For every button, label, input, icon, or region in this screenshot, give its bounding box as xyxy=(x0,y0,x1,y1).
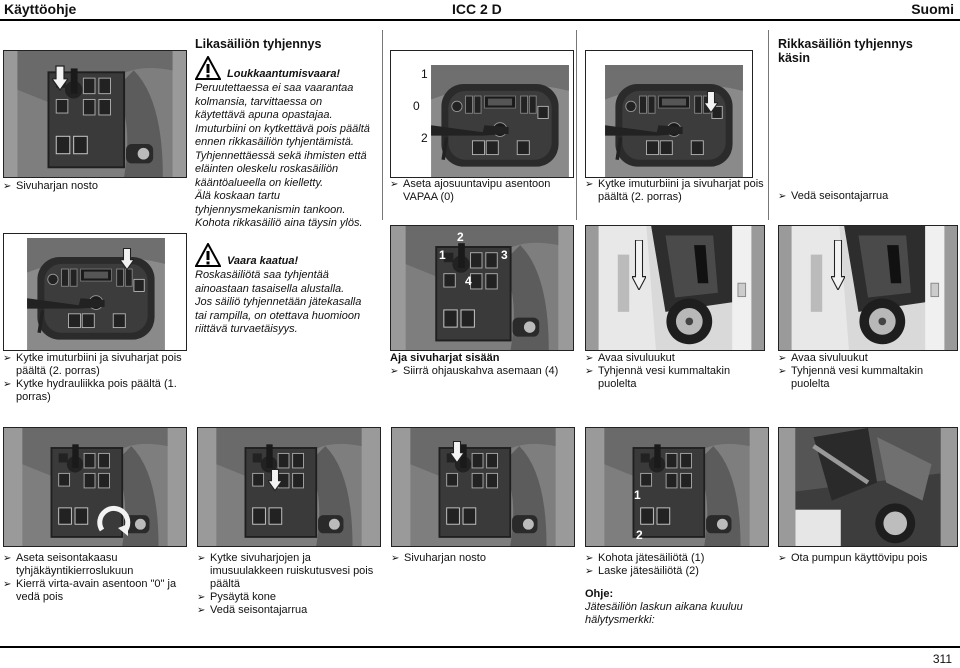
step-text xyxy=(585,178,765,204)
label-forward: 1 xyxy=(421,67,428,81)
warning-block xyxy=(195,245,380,337)
step-text xyxy=(585,552,765,627)
warning-icon xyxy=(195,56,221,80)
divider xyxy=(576,30,577,220)
warning-block xyxy=(195,58,380,231)
photo-dashboard xyxy=(3,233,187,351)
bullet-item: ➢ Laske jätesäiliötä (2) xyxy=(585,565,765,578)
bullet-item: ➢ Aseta seisontakaasu tyhjäkäyntikierroslukuun xyxy=(3,552,188,578)
bullet-item: ➢ Avaa sivuluukut xyxy=(778,352,958,365)
step-text xyxy=(197,552,377,617)
warning-line: Älä koskaan tartu xyxy=(195,190,280,202)
rotate-arrow-icon xyxy=(94,502,134,542)
step-text xyxy=(3,552,188,604)
header-center: ICC 2 D xyxy=(452,1,502,17)
warning-line: Kohota rikkasäiliö aina täysin ylös. xyxy=(195,217,363,229)
bullet-item: ➢ Kytke hydrauliikka pois päältä (1. porras) xyxy=(3,378,188,404)
photo-joystick-panel xyxy=(3,427,187,547)
bullet-item: ➢ Kytke sivuharjojen ja imusuulakkeen ruiskutusvesi pois päältä xyxy=(197,552,377,591)
warning-line: Tyhjennettäessä sekä ihmisten että xyxy=(195,149,367,162)
warning-icon xyxy=(195,243,221,267)
photo-pump-lever xyxy=(778,427,958,547)
step-text xyxy=(778,190,958,203)
photo-dashboard-lever xyxy=(390,50,574,178)
bullet-item: ➢ Kohota jätesäiliötä (1) xyxy=(585,552,765,565)
step-text xyxy=(3,180,185,193)
photo-side-hatch xyxy=(585,225,765,351)
bullet-item: ➢ Pysäytä kone xyxy=(197,591,377,604)
position-label: 1 xyxy=(439,248,446,262)
label-reverse: 2 xyxy=(421,131,428,145)
step-text xyxy=(778,552,958,565)
position-label: 2 xyxy=(636,528,643,542)
step-title: Aja sivuharjat sisään xyxy=(390,352,500,364)
bullet-item: ➢ Tyhjennä vesi kummaltakin puolelta xyxy=(585,365,765,391)
note-text: Jätesäiliön laskun aikana kuuluu hälytysmerkki: xyxy=(585,601,743,626)
bullet-item: ➢ Sivuharjan nosto xyxy=(391,552,571,565)
bullet-item: ➢ Kytke imuturbiini ja sivuharjat pois päältä (2. porras) xyxy=(3,352,188,378)
section-title: Likasäiliön tyhjennys xyxy=(195,37,322,51)
photo-dashboard xyxy=(585,50,753,178)
photo-joystick-panel xyxy=(585,427,769,547)
bullet-item: ➢ Aseta ajosuuntavipu asentoon VAPAA (0) xyxy=(390,178,570,204)
warning-line: käytettävä apuna opastajaa. xyxy=(195,109,333,121)
warning-line: Imuturbiini on kytkettävä pois päältä xyxy=(195,122,370,135)
photo-joystick-panel xyxy=(197,427,381,547)
photo-joystick-panel xyxy=(3,50,187,178)
photo-joystick-panel xyxy=(391,427,575,547)
warning-title: Vaara kaatua! xyxy=(227,255,299,267)
step-text xyxy=(390,352,572,378)
step-text xyxy=(390,178,570,204)
header-right: Suomi xyxy=(911,1,954,17)
label-neutral: 0 xyxy=(413,99,420,113)
warning-line: riittävä turvaetäisyys. xyxy=(195,323,298,335)
note-title: Ohje: xyxy=(585,588,614,600)
header-rule xyxy=(0,19,960,21)
bullet-item: ➢ Ota pumpun käyttövipu pois xyxy=(778,552,958,565)
warning-line: tai rampilla, on otettava huomioon xyxy=(195,309,361,322)
warning-line: Peruutettaessa ei saa vaarantaa xyxy=(195,82,354,94)
position-label: 1 xyxy=(634,488,641,502)
step-text xyxy=(391,552,571,565)
header-left: Käyttöohje xyxy=(4,1,77,17)
warning-line: kääntöalueella on kielletty. xyxy=(195,176,324,189)
section-title: Rikkasäiliön tyhjennys käsin xyxy=(778,37,913,65)
warning-line: Jos säiliö tyhjennetään jätekasalla xyxy=(195,296,362,308)
position-label: 4 xyxy=(465,274,472,288)
step-text xyxy=(585,352,765,391)
divider xyxy=(768,30,769,220)
position-label: 3 xyxy=(501,248,508,262)
bullet-item: ➢ Avaa sivuluukut xyxy=(585,352,765,365)
bullet-item: ➢ Kytke imuturbiini ja sivuharjat pois päältä (2. porras) xyxy=(585,178,765,204)
warning-title: Loukkaantumisvaara! xyxy=(227,68,341,80)
position-label: 2 xyxy=(457,230,464,244)
page-number: 311 xyxy=(932,652,952,666)
footer-rule xyxy=(0,646,960,648)
warning-line: tyhjennysmekanismin tankoon. xyxy=(195,203,346,216)
warning-line: Roskasäiliötä saa tyhjentää xyxy=(195,269,329,281)
step-text xyxy=(3,352,188,404)
bullet-item: ➢ Vedä seisontajarrua xyxy=(778,190,958,203)
bullet-item: ➢ Sivuharjan nosto xyxy=(3,180,185,193)
bullet-item: ➢ Kierrä virta-avain asentoon "0" ja vedä pois xyxy=(3,578,188,604)
photo-joystick-positions xyxy=(390,225,574,351)
warning-line: ainoastaan tasaisella alustalla. xyxy=(195,282,345,295)
warning-line: kolmansia, tarvittaessa on xyxy=(195,95,323,108)
divider xyxy=(382,30,383,220)
photo-side-hatch xyxy=(778,225,958,351)
warning-line: eläinten oleskelu roskasäiliön xyxy=(195,163,339,175)
bullet-item: ➢ Vedä seisontajarrua xyxy=(197,604,377,617)
warning-line: ennen rikkasäiliön tyhjentämistä. xyxy=(195,136,354,148)
bullet-item: ➢ Siirrä ohjauskahva asemaan (4) xyxy=(390,365,572,378)
step-text xyxy=(778,352,958,391)
bullet-item: ➢ Tyhjennä vesi kummaltakin puolelta xyxy=(778,365,958,391)
page-header xyxy=(0,0,960,18)
